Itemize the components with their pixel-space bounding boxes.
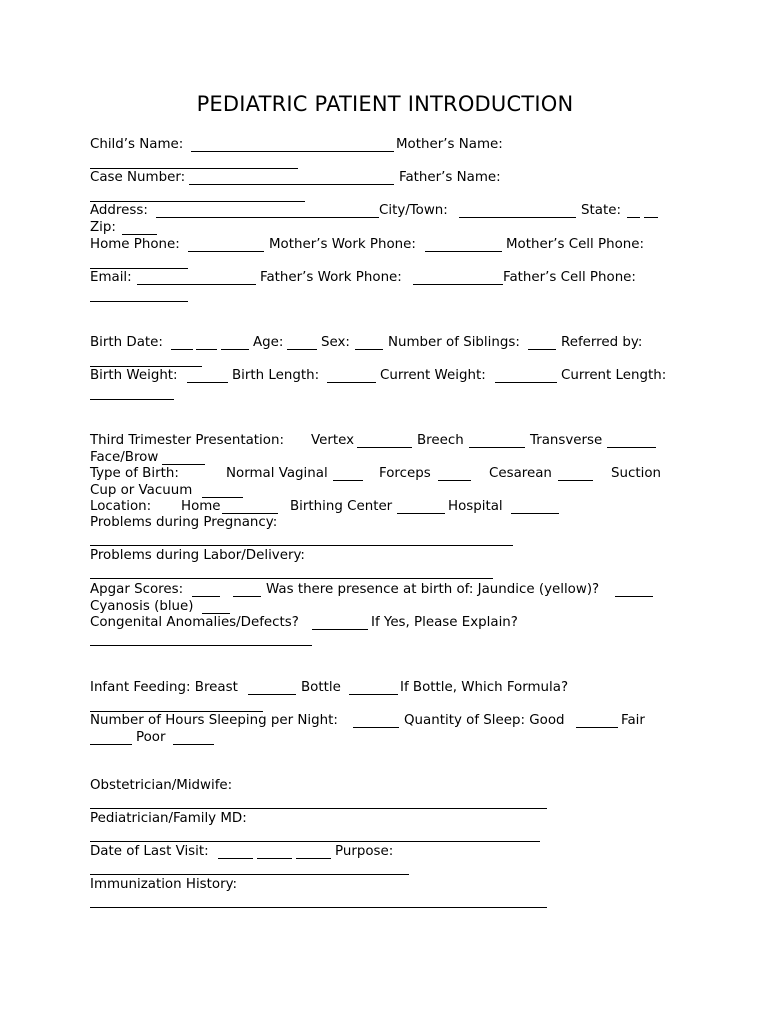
face-brow-field[interactable] — [162, 464, 205, 465]
type-of-birth-label: Type of Birth: — [90, 466, 179, 481]
home-phone-label: Home Phone: — [90, 237, 180, 252]
cyanosis-label: Cyanosis (blue) — [90, 599, 194, 614]
last-visit-month-field[interactable] — [218, 858, 253, 859]
which-formula-label: If Bottle, Which Formula? — [400, 680, 569, 695]
transverse-label: Transverse — [530, 433, 603, 448]
jaundice-field[interactable] — [615, 596, 653, 597]
normal-vaginal-field[interactable] — [333, 480, 363, 481]
father-name-label: Father’s Name: — [399, 170, 501, 185]
infant-feeding-label: Infant Feeding: Breast — [90, 680, 238, 695]
cesarean-label: Cesarean — [489, 466, 552, 481]
location-label: Location: — [90, 499, 152, 514]
vertex-label: Vertex — [311, 433, 355, 448]
address-field[interactable] — [156, 217, 379, 218]
mother-work-phone-field[interactable] — [425, 251, 502, 252]
form-title: PEDIATRIC PATIENT INTRODUCTION — [196, 92, 574, 116]
sex-label: Sex: — [321, 335, 350, 350]
if-yes-explain-field[interactable] — [90, 645, 312, 646]
transverse-field[interactable] — [607, 447, 656, 448]
hospital-label: Hospital — [448, 499, 503, 514]
state-label: State: — [581, 203, 621, 218]
father-work-phone-field[interactable] — [413, 284, 503, 285]
current-weight-label: Current Weight: — [380, 368, 486, 383]
home-phone-field[interactable] — [188, 251, 264, 252]
birthing-center-field[interactable] — [397, 513, 445, 514]
obstetrician-field[interactable] — [90, 808, 547, 809]
father-work-phone-label: Father’s Work Phone: — [260, 270, 402, 285]
birth-date-label: Birth Date: — [90, 335, 163, 350]
referred-by-field[interactable] — [90, 366, 202, 367]
pediatrician-field[interactable] — [90, 841, 540, 842]
birth-length-label: Birth Length: — [232, 368, 320, 383]
case-number-label: Case Number: — [90, 170, 186, 185]
forceps-label: Forceps — [379, 466, 431, 481]
referred-by-label: Referred by: — [561, 335, 643, 350]
problems-labor-label: Problems during Labor/Delivery: — [90, 548, 305, 563]
state-field-1[interactable] — [627, 217, 640, 218]
if-yes-explain-label: If Yes, Please Explain? — [371, 615, 518, 630]
immunization-field[interactable] — [90, 907, 547, 908]
email-field[interactable] — [137, 284, 256, 285]
birthing-center-label: Birthing Center — [290, 499, 393, 514]
quantity-sleep-good-label: Quantity of Sleep: Good — [404, 713, 565, 728]
pediatrician-label: Pediatrician/Family MD: — [90, 811, 247, 826]
birth-length-field[interactable] — [327, 382, 376, 383]
last-visit-label: Date of Last Visit: — [90, 844, 209, 859]
sleep-poor-label: Poor — [136, 730, 166, 745]
last-visit-day-field[interactable] — [257, 858, 292, 859]
apgar-field-1[interactable] — [192, 596, 220, 597]
hospital-field[interactable] — [511, 513, 559, 514]
current-length-label: Current Length: — [561, 368, 667, 383]
forceps-field[interactable] — [438, 480, 471, 481]
state-field-2[interactable] — [644, 217, 658, 218]
father-cell-phone-label: Father’s Cell Phone: — [503, 270, 636, 285]
age-label: Age: — [253, 335, 284, 350]
home-label: Home — [181, 499, 221, 514]
suction-label: Suction — [611, 466, 661, 481]
age-field[interactable] — [287, 349, 317, 350]
mother-cell-phone-label: Mother’s Cell Phone: — [506, 237, 644, 252]
which-formula-field[interactable] — [90, 711, 263, 712]
birth-date-day-field[interactable] — [196, 349, 217, 350]
sleep-fair-label: Fair — [621, 713, 645, 728]
mother-name-field[interactable] — [90, 168, 298, 169]
obstetrician-label: Obstetrician/Midwife: — [90, 778, 233, 793]
child-name-field[interactable] — [191, 151, 394, 152]
birth-weight-label: Birth Weight: — [90, 368, 178, 383]
immunization-label: Immunization History: — [90, 877, 238, 892]
congenital-field[interactable] — [312, 629, 368, 630]
purpose-field[interactable] — [90, 874, 409, 875]
third-trimester-label: Third Trimester Presentation: — [90, 433, 284, 448]
siblings-field[interactable] — [528, 349, 556, 350]
email-label: Email: — [90, 270, 132, 285]
last-visit-year-field[interactable] — [296, 858, 331, 859]
father-name-field[interactable] — [90, 201, 305, 202]
birth-date-year-field[interactable] — [221, 349, 249, 350]
breech-label: Breech — [417, 433, 464, 448]
sex-field[interactable] — [355, 349, 383, 350]
mother-name-label: Mother’s Name: — [396, 137, 503, 152]
home-field[interactable] — [222, 513, 278, 514]
mother-work-phone-label: Mother’s Work Phone: — [269, 237, 416, 252]
bottle-field[interactable] — [349, 694, 398, 695]
normal-vaginal-label: Normal Vaginal — [226, 466, 328, 481]
jaundice-label: Was there presence at birth of: Jaundice (yellow)? — [266, 582, 600, 597]
city-town-label: City/Town: — [379, 203, 448, 218]
zip-label: Zip: — [90, 220, 116, 235]
child-name-label: Child’s Name: — [90, 137, 184, 152]
hours-sleeping-label: Number of Hours Sleeping per Night: — [90, 713, 338, 728]
siblings-label: Number of Siblings: — [388, 335, 520, 350]
apgar-label: Apgar Scores: — [90, 582, 184, 597]
hours-sleeping-field[interactable] — [353, 727, 399, 728]
bottle-label: Bottle — [301, 680, 341, 695]
address-label: Address: — [90, 203, 148, 218]
breast-field[interactable] — [248, 694, 296, 695]
current-weight-field[interactable] — [495, 382, 557, 383]
face-brow-label: Face/Brow — [90, 450, 159, 465]
father-cell-phone-field[interactable] — [90, 301, 188, 302]
zip-field[interactable] — [122, 234, 157, 235]
problems-pregnancy-label: Problems during Pregnancy: — [90, 515, 278, 530]
purpose-label: Purpose: — [335, 844, 394, 859]
congenital-label: Congenital Anomalies/Defects? — [90, 615, 299, 630]
vertex-field[interactable] — [357, 447, 412, 448]
problems-pregnancy-field[interactable] — [90, 545, 513, 546]
sleep-good-field[interactable] — [576, 727, 618, 728]
sleep-poor-field[interactable] — [173, 744, 214, 745]
cup-vacuum-label: Cup or Vacuum — [90, 483, 193, 498]
city-town-field[interactable] — [459, 217, 576, 218]
cyanosis-field[interactable] — [202, 613, 230, 614]
mother-cell-phone-field[interactable] — [90, 268, 188, 269]
breech-field[interactable] — [469, 447, 525, 448]
current-length-field[interactable] — [90, 399, 174, 400]
case-number-field[interactable] — [189, 184, 394, 185]
birth-weight-field[interactable] — [187, 382, 228, 383]
birth-date-month-field[interactable] — [171, 349, 193, 350]
problems-labor-field[interactable] — [90, 578, 493, 579]
cesarean-field[interactable] — [558, 480, 593, 481]
sleep-fair-field[interactable] — [90, 744, 132, 745]
cup-vacuum-field[interactable] — [202, 497, 243, 498]
apgar-field-2[interactable] — [233, 596, 261, 597]
